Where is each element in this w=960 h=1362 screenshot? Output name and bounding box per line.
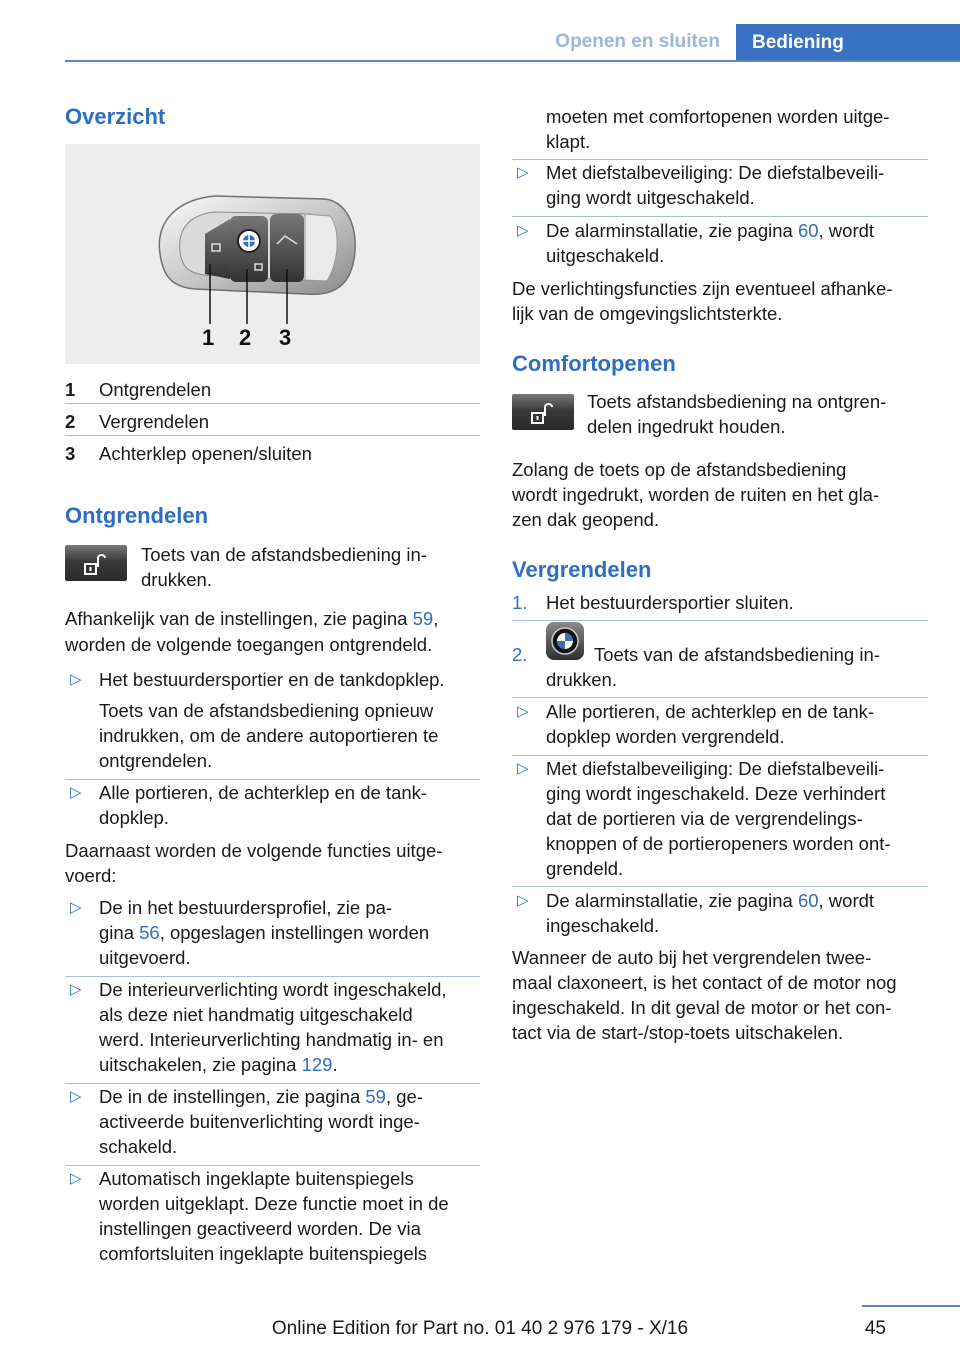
bullet-arrow-icon: ▷ (70, 1170, 82, 1187)
func-mirrors-1: Automatisch ingeklapte buitenspiegels (99, 1168, 414, 1189)
page-link-60b[interactable]: 60 (797, 890, 819, 911)
step-divider (512, 620, 928, 621)
comfort-instruction-2: delen ingedrukt houden. (587, 416, 786, 437)
bullet-driver-door: Het bestuurdersportier en de tankdopklep. (99, 669, 445, 690)
func-profile-3: uitgevoerd. (99, 947, 191, 968)
bullet-divider (512, 216, 928, 217)
bullet-driver-door-sub-3: ontgrendelen. (99, 750, 213, 771)
bullet-all-doors-2: dopklep. (99, 807, 169, 828)
func-interior-4 (99, 1052, 338, 1078)
theft-protection-on-2: ging wordt ingeschakeld. Deze verhindert (546, 783, 886, 804)
alarm-on-1 (546, 888, 874, 914)
key-label-2: 2 (239, 325, 252, 350)
lock-all-doors-2: dopklep worden vergrendeld. (546, 726, 785, 747)
header-rule (65, 60, 960, 62)
lock-all-doors-1: Alle portieren, de achterklep en de tank- (546, 701, 875, 722)
bullet-arrow-icon: ▷ (70, 784, 82, 801)
horn-note-1: Wanneer de auto bij het vergrendelen twee- (512, 947, 872, 968)
step-number-2: 2. (512, 644, 528, 665)
page-link-56[interactable]: 56 (139, 922, 160, 943)
bullet-arrow-icon: ▷ (70, 1088, 82, 1105)
bullet-arrow-icon: ▷ (517, 222, 529, 239)
lighting-note-1: De verlichtingsfuncties zijn eventueel afhanke- (512, 278, 893, 299)
alarm-on-1b: , wordt (818, 890, 875, 911)
func-interior-2: als deze niet handmatig uitgeschakeld (99, 1004, 413, 1025)
comfort-instruction-1: Toets afstandsbediening na ontgren- (587, 391, 887, 412)
header-section: Openen en sluiten (555, 31, 720, 52)
page-number: 45 (864, 1318, 886, 1339)
additional-functions-1: Daarnaast worden de volgende functies uitge- (65, 840, 443, 861)
func-mirrors-2: worden uitgeklapt. Deze functie moet in de (99, 1193, 449, 1214)
key-label-1: 1 (202, 325, 215, 350)
func-profile-2 (99, 920, 429, 946)
horn-note-3: ingeschakeld. In dit geval de motor or het con- (512, 997, 892, 1018)
step-divider (512, 697, 928, 698)
legend-number-3: 3 (65, 443, 76, 464)
horn-note-4: tact via de start-/stop-toets uitschakelen. (512, 1022, 844, 1043)
lock-heading: Vergrendelen (512, 557, 652, 582)
legend-label-2: Vergrendelen (99, 411, 210, 432)
mirrors-continued-2: klapt. (546, 131, 591, 152)
legend-divider-1 (65, 403, 480, 404)
alarm-off-1b: , wordt (818, 220, 875, 241)
header-tab: Bediening (736, 24, 960, 62)
legend-label-1: Ontgrendelen (99, 379, 212, 400)
func-interior-3: werd. Interieurverlichting handmatig in- en (99, 1029, 444, 1050)
func-exterior-3: schakeld. (99, 1136, 178, 1157)
bullet-arrow-icon: ▷ (70, 671, 82, 688)
unlock-button-icon (65, 545, 127, 581)
page-header (65, 24, 960, 62)
func-profile-2b: , opgeslagen instellingen worden (159, 922, 430, 943)
alarm-on-1a: De alarminstallatie, zie pagina (546, 890, 798, 911)
func-profile-2a: gina (99, 922, 140, 943)
overview-heading: Overzicht (65, 104, 166, 129)
alarm-off-2: uitgeschakeld. (546, 245, 665, 266)
theft-protection-off-1: Met diefstalbeveiliging: De diefstalbeveili- (546, 162, 885, 183)
page-link-59[interactable]: 59 (412, 608, 434, 629)
func-exterior-2: activeerde buitenverlichting wordt inge- (99, 1111, 420, 1132)
step-1-text: Het bestuurdersportier sluiten. (546, 592, 794, 613)
legend-divider-2 (65, 435, 480, 436)
func-exterior-1 (99, 1084, 423, 1110)
dependency-text-a: Afhankelijk van de instellingen, zie pagina (65, 608, 413, 629)
bullet-driver-door-sub-2: indrukken, om de andere autoportieren te (99, 725, 439, 746)
bullet-arrow-icon: ▷ (517, 164, 529, 181)
func-exterior-1b: , ge- (385, 1086, 423, 1107)
comfort-paragraph-2: wordt ingedrukt, worden de ruiten en het gla- (512, 484, 880, 505)
key-label-3: 3 (279, 325, 292, 350)
bullet-arrow-icon: ▷ (70, 899, 82, 916)
comfort-unlock-button-icon (512, 394, 574, 430)
edition-footer: Online Edition for Part no. 01 40 2 976 179 - X/16 (271, 1318, 689, 1339)
alarm-off-1a: De alarminstallatie, zie pagina (546, 220, 798, 241)
theft-protection-on-4: knoppen of de portieropeners worden ont- (546, 833, 891, 854)
unlock-instruction-2: drukken. (141, 569, 212, 590)
bullet-divider (512, 886, 928, 887)
dependency-text-2: worden de volgende toegangen ontgrendeld. (65, 634, 433, 655)
dependency-text-b: , (433, 608, 439, 629)
unlock-instruction-1: Toets van de afstandsbediening in- (141, 544, 427, 565)
horn-note-2: maal claxoneert, is het contact of de motor nog (512, 972, 897, 993)
comfort-opening-heading: Comfortopenen (512, 351, 676, 376)
bullet-arrow-icon: ▷ (517, 760, 529, 777)
dependency-text (65, 606, 438, 632)
func-interior-4b: . (332, 1054, 338, 1075)
unlock-heading: Ontgrendelen (65, 503, 209, 528)
bullet-driver-door-sub-1: Toets van de afstandsbediening opnieuw (99, 700, 434, 721)
bullet-all-doors-1: Alle portieren, de achterklep en de tank- (99, 782, 428, 803)
mirrors-continued-1: moeten met comfortopenen worden uitge- (546, 106, 890, 127)
bullet-arrow-icon: ▷ (517, 892, 529, 909)
legend-label-3: Achterklep openen/sluiten (99, 443, 312, 464)
func-interior-1: De interieurverlichting wordt ingeschakeld, (99, 979, 447, 1000)
func-interior-4a: uitschakelen, zie pagina (99, 1054, 302, 1075)
theft-protection-on-1: Met diefstalbeveiliging: De diefstalbeveili- (546, 758, 885, 779)
step-2-text-1: Toets van de afstandsbediening in- (594, 644, 880, 665)
additional-functions-2: voerd: (65, 865, 117, 886)
page-number-rule (862, 1305, 960, 1307)
func-mirrors-4: comfortsluiten ingeklapte buitenspiegels (99, 1243, 428, 1264)
theft-protection-on-5: grendeld. (546, 858, 624, 879)
func-profile-1: De in het bestuurdersprofiel, zie pa- (99, 897, 393, 918)
key-fob-illustration (65, 144, 480, 364)
page-link-60[interactable]: 60 (797, 220, 819, 241)
legend-number-1: 1 (65, 379, 76, 400)
theft-protection-off-2: ging wordt uitgeschakeld. (546, 187, 755, 208)
legend-number-2: 2 (65, 411, 76, 432)
bullet-arrow-icon: ▷ (517, 703, 529, 720)
page-link-129[interactable]: 129 (301, 1054, 333, 1075)
step-2-text-2: drukken. (546, 669, 617, 690)
bmw-logo-button-icon (546, 622, 584, 660)
comfort-paragraph-1: Zolang de toets op de afstandsbediening (512, 459, 847, 480)
func-mirrors-3: instellingen geactiveerd worden. De via (99, 1218, 421, 1239)
page-link-59b[interactable]: 59 (365, 1086, 386, 1107)
step-number-1: 1. (512, 592, 528, 613)
theft-protection-on-3: dat de portieren via de vergrendelings- (546, 808, 863, 829)
comfort-paragraph-3: zen dak geopend. (512, 509, 660, 530)
alarm-off-1 (546, 218, 874, 244)
alarm-on-2: ingeschakeld. (546, 915, 660, 936)
func-exterior-1a: De in de instellingen, zie pagina (99, 1086, 366, 1107)
lighting-note-2: lijk van de omgevingslichtsterkte. (512, 303, 783, 324)
bullet-arrow-icon: ▷ (70, 981, 82, 998)
